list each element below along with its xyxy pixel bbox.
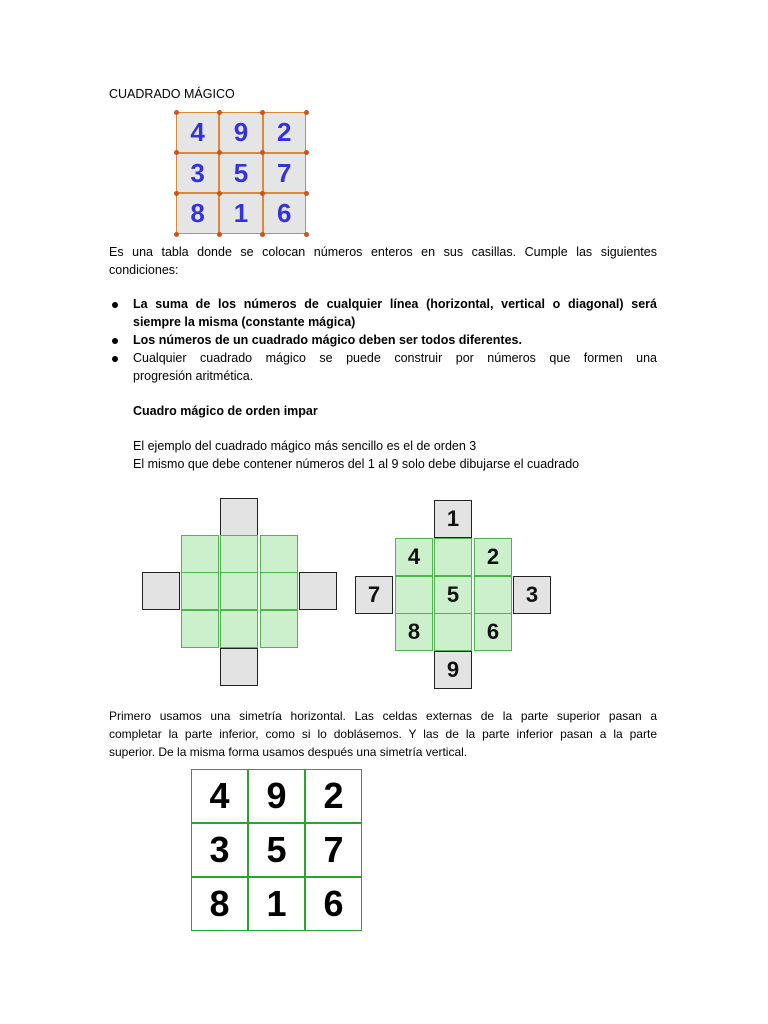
page-title: CUADRADO MÁGICO [109, 87, 235, 101]
vertex-dot [217, 110, 222, 115]
explanation-line: superior. De la misma forma usamos después una simetría vertical. [109, 745, 468, 759]
grid-cell [260, 535, 298, 573]
bullet-text: Los números de un cuadrado mágico deben ser todos diferentes. [133, 333, 522, 347]
intro-line: condiciones: [109, 263, 179, 277]
intro-line: Es una tabla donde se colocan números enteros en sus casillas. Cumple las siguientes [109, 245, 657, 259]
bullet-dot [112, 356, 118, 362]
grid-cell [220, 572, 258, 610]
grid-cell [474, 576, 512, 614]
bullet-dot [112, 302, 118, 308]
number-cell: 1 [434, 500, 472, 538]
grid-cell [395, 576, 433, 614]
magic-cell: 7 [305, 823, 362, 877]
vertex-dot [260, 110, 265, 115]
bullet-text: Cualquier cuadrado mágico se puede construir por números que formen una [133, 351, 657, 365]
grid-cell [181, 572, 219, 610]
number-cell: 3 [513, 576, 551, 614]
magic-cell: 2 [305, 769, 362, 823]
number-label: 6 [486, 619, 500, 644]
magic-cell: 3 [191, 823, 248, 877]
number-cell: 9 [434, 651, 472, 689]
outer-cell [220, 498, 258, 536]
grid-cell [434, 613, 472, 651]
vertex-dot [260, 191, 265, 196]
magic-square-top [176, 112, 306, 234]
magic-cell: 7 [263, 153, 306, 194]
vertex-dot [304, 150, 309, 155]
magic-cell: 3 [176, 153, 219, 194]
magic-cell: 5 [248, 823, 305, 877]
number-label: 2 [486, 544, 500, 569]
vertex-dot [304, 191, 309, 196]
explanation-line: Primero usamos una simetría horizontal. Las celdas externas de la parte superior pasan a [109, 709, 657, 723]
vertex-dot [217, 191, 222, 196]
example-text: El mismo que debe contener números del 1 al 9 solo debe dibujarse el cuadrado [133, 457, 580, 471]
magic-cell: 8 [191, 877, 248, 931]
magic-cell: 4 [176, 112, 219, 153]
grid-cell [220, 610, 258, 648]
subheading: Cuadro mágico de orden impar [133, 404, 318, 418]
grid-cell [260, 610, 298, 648]
vertex-dot [174, 191, 179, 196]
magic-cell: 4 [191, 769, 248, 823]
magic-cell: 1 [219, 193, 262, 234]
number-label: 8 [407, 619, 421, 644]
bullet-dot [112, 338, 118, 344]
bullet-text: La suma de los números de cualquier línea (horizontal, vertical o diagonal) será [133, 297, 657, 311]
magic-cell: 9 [248, 769, 305, 823]
vertex-dot [304, 232, 309, 237]
bullet-text: siempre la misma (constante mágica) [133, 315, 356, 329]
grid-cell [181, 610, 219, 648]
grid-cell [220, 535, 258, 573]
grid-cell [181, 535, 219, 573]
magic-cell: 1 [248, 877, 305, 931]
magic-cell: 6 [305, 877, 362, 931]
grid-cell [260, 572, 298, 610]
vertex-dot [217, 232, 222, 237]
outer-cell [220, 648, 258, 686]
outer-cell [299, 572, 337, 610]
magic-cell: 2 [263, 112, 306, 153]
explanation-line: completar la parte inferior, como si lo doblásemos. Y las de la parte inferior pasan a la parte [109, 727, 657, 741]
vertex-dot [174, 110, 179, 115]
example-text: El ejemplo del cuadrado mágico más sencillo es el de orden 3 [133, 439, 477, 453]
vertex-dot [217, 150, 222, 155]
number-label: 4 [407, 544, 421, 569]
vertex-dot [174, 232, 179, 237]
vertex-dot [174, 150, 179, 155]
grid-cell [434, 538, 472, 576]
magic-cell: 6 [263, 193, 306, 234]
number-cell: 7 [355, 576, 393, 614]
number-label: 5 [446, 582, 460, 607]
bullet-text: progresión aritmética. [133, 369, 254, 383]
vertex-dot [260, 232, 265, 237]
magic-cell: 9 [219, 112, 262, 153]
outer-cell [142, 572, 180, 610]
magic-cell: 5 [219, 153, 262, 194]
vertex-dot [304, 110, 309, 115]
magic-cell: 8 [176, 193, 219, 234]
